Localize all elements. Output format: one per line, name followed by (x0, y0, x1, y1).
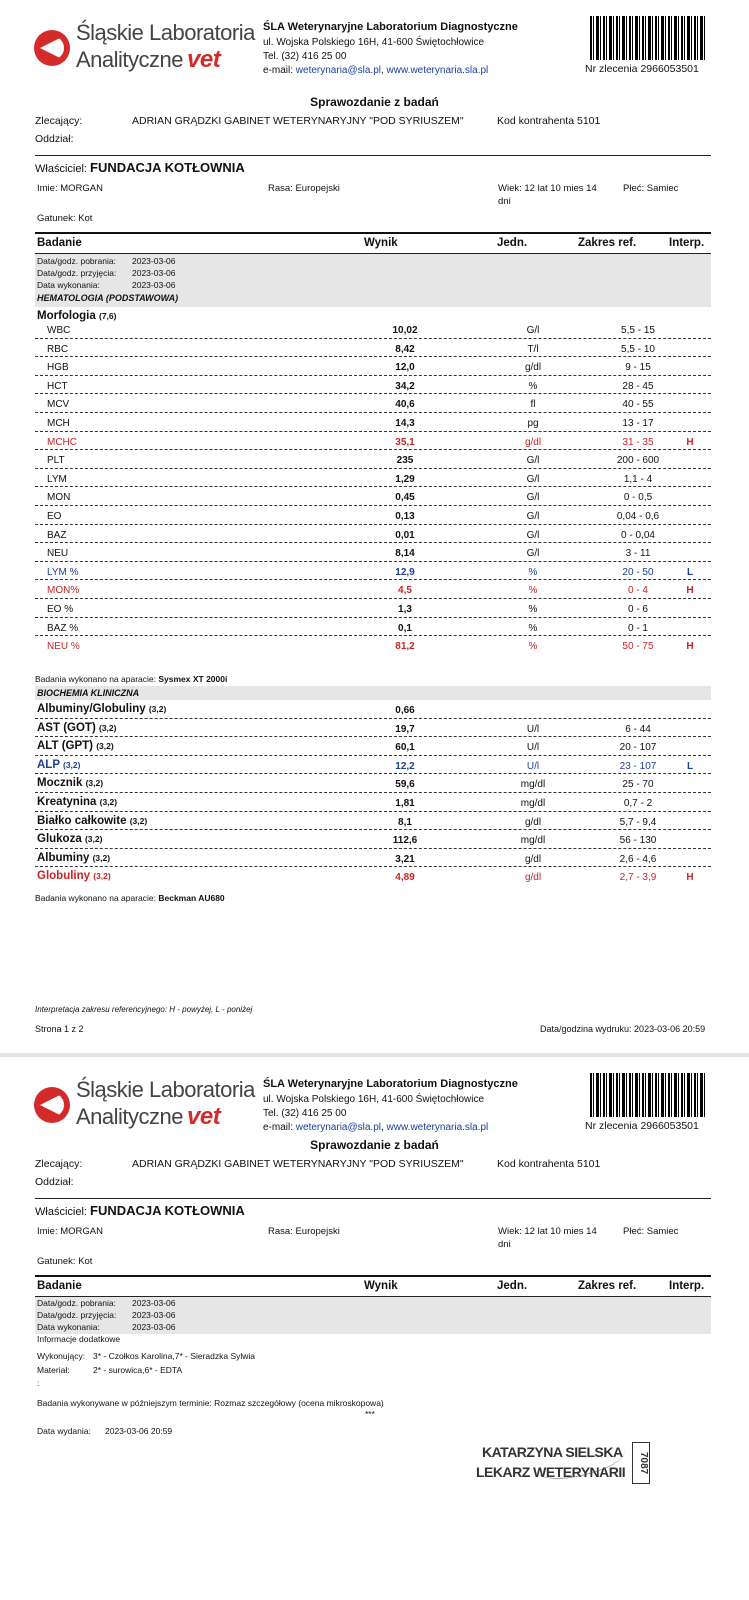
patient-name: Imie: MORGAN (37, 183, 103, 194)
reference-range: 0 - 0,5 (623, 492, 653, 504)
reference-range: 13 - 17 (622, 418, 654, 429)
reference-range: 0 - 4 (627, 585, 648, 597)
result-value: 35,1 (395, 436, 415, 448)
owner: Właściciel: FUNDACJA KOTŁOWNIA (35, 1203, 245, 1218)
ordering-label: Zlecający: (35, 1158, 83, 1170)
result-value: 34,2 (395, 380, 415, 392)
material: 2* - surowica,6* - EDTA (93, 1365, 183, 1375)
test-code: (3,2) (96, 741, 114, 752)
result-unit: G/l (526, 473, 540, 485)
test-name: NEU (47, 548, 69, 560)
report-page-2 (0, 1057, 749, 1600)
result-unit: fl (530, 399, 536, 411)
col-result: Wynik (364, 237, 398, 249)
interpretation-flag: H (686, 436, 694, 448)
test-name: HCT (47, 380, 68, 392)
interpretation-flag: L (686, 566, 694, 578)
report-title: Sprawozdanie z badań (310, 95, 439, 109)
result-value: 81,2 (395, 641, 415, 653)
test-name: WBC (47, 325, 71, 336)
lab-name: ŚLA Weterynaryjne Laboratorium Diagnostyczne (263, 21, 518, 33)
test-code: (3,2) (129, 815, 148, 826)
reference-range: 31 - 35 (622, 436, 654, 448)
result-unit: G/l (526, 548, 540, 560)
section-biochemistry: BIOCHEMIA KLINICZNA (37, 688, 140, 698)
result-value: 59,6 (395, 779, 415, 791)
logo-mark-icon (34, 30, 70, 66)
issue-label: Data wydania: (37, 1426, 91, 1436)
table-row (35, 320, 711, 339)
result-value: 8,1 (398, 816, 412, 828)
result-value: 0,01 (395, 529, 415, 541)
result-unit: % (528, 380, 538, 392)
logo-line-1: Śląskie Laboratoria (76, 1077, 255, 1102)
group-morphology: Morfologia (7,6) (37, 310, 117, 322)
test-name-text: Kreatynina (37, 796, 97, 808)
result-unit: % (528, 585, 538, 597)
reference-range: 0 - 0,04 (621, 529, 655, 541)
result-value: 19,7 (395, 723, 415, 735)
patient-age-days: dni (498, 196, 511, 207)
result-value: 10,02 (392, 325, 418, 336)
test-code: (3,2) (85, 778, 104, 789)
barcode-icon (590, 1073, 706, 1117)
test-name: LYM (47, 473, 67, 485)
result-unit: g/dl (524, 436, 542, 448)
table-row (35, 599, 711, 618)
test-name: MON% (47, 585, 80, 597)
table-row (35, 700, 711, 719)
empty-colon: : (37, 1378, 40, 1388)
result-value: 0,45 (395, 492, 415, 504)
table-row (35, 774, 711, 793)
table-row (35, 525, 711, 544)
col-ref: Zakres ref. (578, 1280, 637, 1292)
reference-range: 56 - 130 (619, 835, 657, 847)
lab-logo (30, 1073, 255, 1133)
result-unit: G/l (526, 511, 540, 522)
order-number: Nr zlecenia 2966053501 (585, 63, 699, 75)
department-label: Oddział: (35, 1176, 74, 1188)
test-name (37, 796, 117, 808)
test-code: (3,2) (98, 722, 117, 733)
col-unit: Jedn. (497, 237, 528, 249)
section-hematology: HEMATOLOGIA (PODSTAWOWA) (37, 293, 179, 303)
test-name (37, 740, 114, 752)
material-label: Materiał: (37, 1365, 70, 1375)
table-row (35, 413, 711, 432)
signature-pwz-number: 7087 (632, 1442, 650, 1484)
result-unit: G/l (526, 325, 540, 336)
result-unit: g/dl (524, 853, 542, 865)
test-name (37, 833, 102, 845)
divider (35, 1198, 711, 1199)
result-value: 0,1 (398, 622, 412, 634)
table-row (35, 506, 711, 525)
divider (35, 155, 711, 156)
patient-species: Gatunek: Kot (37, 1256, 93, 1267)
result-value: 1,81 (395, 798, 415, 809)
test-name (37, 722, 116, 734)
test-name: RBC (47, 343, 69, 355)
reference-range: 3 - 11 (625, 548, 651, 560)
table-row (35, 543, 711, 562)
later-tests-note: Badania wykonywane w późniejszym terminie: Rozmaz szczegółowy (ocena mikroskopowa) (37, 1398, 384, 1408)
interpretation-flag: H (686, 585, 694, 597)
barcode-icon (590, 16, 706, 60)
patient-breed: Rasa: Europejski (268, 183, 340, 194)
table-row (35, 737, 711, 756)
test-code: (3,2) (99, 797, 118, 807)
test-name-text: ALP (37, 758, 60, 771)
test-code: (3,2) (84, 834, 103, 845)
lab-logo (30, 16, 255, 76)
collected-label: Data/godz. pobrania: (37, 256, 116, 266)
report-title: Sprawozdanie z badań (310, 1138, 439, 1152)
test-name: BAZ % (47, 622, 79, 634)
test-name: NEU % (47, 641, 80, 653)
performed-label: Data wykonania: (37, 280, 100, 290)
ordering-value: ADRIAN GRĄDZKI GABINET WETERYNARYJNY "POD SYRIUSZEM" (132, 1158, 464, 1170)
test-name: MON (47, 492, 71, 504)
test-name: HGB (47, 362, 69, 374)
test-code: (3,2) (148, 704, 167, 714)
result-value: 8,14 (395, 548, 415, 560)
test-name-text: Mocznik (37, 777, 83, 790)
result-unit: pg (527, 418, 539, 429)
result-value: 1,29 (395, 473, 415, 485)
performed-date: 2023-03-06 (132, 1322, 176, 1332)
contractor-code: Kod kontrahenta 5101 (497, 115, 601, 127)
test-name (37, 815, 147, 827)
result-unit: % (528, 641, 538, 653)
result-unit: g/dl (524, 872, 542, 884)
table-top-border (35, 232, 711, 234)
interpretation-note: Interpretacja zakresu referencyjnego: H - powyżej, L - poniżej (35, 1005, 253, 1014)
web-link[interactable]: www.weterynaria.sla.pl (386, 1122, 489, 1133)
logo-line-2: Analityczne vet (76, 46, 221, 73)
result-value: 40,6 (395, 399, 415, 411)
test-name: MCHC (47, 436, 77, 448)
result-value: 14,3 (395, 418, 415, 429)
result-value: 235 (396, 455, 414, 467)
performed-label: Data wykonania: (37, 1322, 100, 1332)
ordering-label: Zlecający: (35, 115, 83, 127)
result-unit: U/l (526, 742, 540, 754)
result-unit: G/l (526, 455, 540, 467)
patient-sex: Płeć: Samiec (623, 183, 679, 194)
reference-range: 5,5 - 15 (621, 325, 655, 336)
table-row (35, 580, 711, 599)
page-number: Strona 1 z 2 (35, 1024, 84, 1034)
table-row (35, 450, 711, 469)
test-name: MCV (47, 399, 70, 411)
table-row (35, 562, 711, 581)
test-name-text: AST (GOT) (37, 721, 96, 734)
table-row (35, 867, 711, 886)
reference-range: 2,6 - 4,6 (619, 853, 657, 865)
table-row (35, 618, 711, 637)
interpretation-flag: H (686, 872, 694, 884)
result-value: 0,66 (395, 705, 415, 716)
table-row (35, 719, 711, 738)
owner: Właściciel: FUNDACJA KOTŁOWNIA (35, 160, 245, 175)
result-value: 1,3 (398, 604, 412, 615)
result-value: 3,21 (395, 853, 415, 865)
lab-name: ŚLA Weterynaryjne Laboratorium Diagnostyczne (263, 1078, 518, 1090)
test-name-text: Albuminy (37, 851, 90, 864)
lab-address: ul. Wojska Polskiego 16H, 41-600 Świętochłowice (263, 1094, 485, 1105)
test-code: (3,2) (63, 759, 81, 770)
col-result: Wynik (364, 1280, 398, 1292)
collected-label: Data/godz. pobrania: (37, 1298, 116, 1308)
logo-line-2: Analityczne vet (76, 1103, 221, 1130)
result-unit: G/l (526, 529, 540, 541)
lab-contact: e-mail: weterynaria@sla.pl, www.weterynaria.sla.pl (263, 65, 489, 76)
lab-phone: Tel. (32) 416 25 00 (263, 51, 347, 62)
test-name (37, 759, 80, 771)
print-date: Data/godzina wydruku: 2023-03-06 20:59 (540, 1024, 706, 1034)
reference-range: 20 - 50 (622, 566, 654, 578)
patient-age: Wiek: 12 lat 10 mies 14 (498, 183, 597, 194)
result-unit: U/l (526, 760, 540, 772)
col-interp: Interp. (669, 1280, 705, 1292)
received-label: Data/godz. przyjęcia: (37, 268, 117, 278)
contractor-code: Kod kontrahenta 5101 (497, 1158, 601, 1170)
performed-date: 2023-03-06 (132, 280, 176, 290)
result-unit: g/dl (524, 816, 542, 828)
received-date: 2023-03-06 (132, 268, 176, 278)
email-link[interactable]: weterynaria@sla.pl (295, 1122, 381, 1133)
result-unit: g/dl (524, 362, 542, 374)
interpretation-flag: H (686, 641, 694, 653)
order-number: Nr zlecenia 2966053501 (585, 1120, 699, 1132)
reference-range: 40 - 55 (622, 399, 654, 411)
result-unit: G/l (526, 492, 540, 504)
signature-title: LEKARZ WETERYNARII (476, 1464, 626, 1480)
test-name (37, 703, 166, 715)
patient-name: Imie: MORGAN (37, 1226, 103, 1237)
issue-date: 2023-03-06 20:59 (105, 1426, 173, 1436)
reference-range: 1,1 - 4 (623, 473, 653, 485)
biochemistry-device: Badania wykonano na aparacie: Beckman AU680 (35, 893, 225, 903)
logo-mark-icon (34, 1087, 70, 1123)
reference-range: 23 - 107 (619, 760, 657, 772)
table-row (35, 756, 711, 775)
test-name: PLT (47, 455, 65, 467)
lab-phone: Tel. (32) 416 25 00 (263, 1108, 347, 1119)
performers-label: Wykonujący: (37, 1351, 86, 1361)
email-link[interactable]: weterynaria@sla.pl (295, 65, 381, 76)
table-top-border (35, 1275, 711, 1277)
result-value: 4,5 (398, 585, 412, 597)
col-test: Badanie (37, 237, 82, 249)
result-unit: mg/dl (520, 798, 546, 809)
result-value: 4,89 (395, 872, 415, 884)
logo-line-1: Śląskie Laboratoria (76, 20, 255, 45)
test-name-text: Glukoza (37, 833, 82, 846)
reference-range: 6 - 44 (625, 723, 651, 735)
result-value: 12,9 (395, 566, 415, 578)
test-name: EO % (47, 604, 74, 615)
result-value: 8,42 (395, 343, 415, 355)
patient-age-days: dni (498, 1239, 511, 1250)
test-name (37, 852, 110, 864)
lab-address: ul. Wojska Polskiego 16H, 41-600 Świętochłowice (263, 37, 485, 48)
performers: 3* - Czołkos Karolina,7* - Sieradzka Sylwia (93, 1351, 256, 1361)
web-link[interactable]: www.weterynaria.sla.pl (386, 65, 489, 76)
result-unit: % (528, 566, 538, 578)
received-label: Data/godz. przyjęcia: (37, 1310, 117, 1320)
test-name-text: Białko całkowite (37, 814, 127, 827)
patient-age: Wiek: 12 lat 10 mies 14 (498, 1226, 597, 1237)
test-code: (3,2) (92, 852, 111, 863)
result-value: 0,13 (395, 511, 415, 522)
patient-breed: Rasa: Europejski (268, 1226, 340, 1237)
table-row (35, 487, 711, 506)
reference-range: 2,7 - 3,9 (619, 872, 657, 884)
result-unit: T/l (527, 343, 539, 355)
result-unit: mg/dl (520, 779, 546, 791)
test-name-text: Globuliny (37, 870, 91, 883)
table-row (35, 394, 711, 413)
reference-range: 0,7 - 2 (623, 798, 653, 809)
ordering-value: ADRIAN GRĄDZKI GABINET WETERYNARYJNY "POD SYRIUSZEM" (132, 115, 464, 127)
col-unit: Jedn. (497, 1280, 528, 1292)
reference-range: 28 - 45 (622, 380, 654, 392)
reference-range: 9 - 15 (625, 362, 651, 374)
hematology-device: Badania wykonano na aparacie: Sysmex XT 2000i (35, 674, 228, 684)
result-value: 60,1 (395, 742, 415, 754)
reference-range: 0,04 - 0,6 (616, 511, 660, 522)
reference-range: 0 - 1 (627, 622, 648, 634)
test-name: EO (47, 511, 62, 522)
result-unit: % (528, 604, 538, 615)
reference-range: 200 - 600 (616, 455, 660, 467)
signature-stamp (476, 1440, 661, 1492)
stars: *** (365, 1409, 375, 1419)
reference-range: 5,7 - 9,4 (619, 816, 657, 828)
test-name (37, 870, 111, 882)
patient-species: Gatunek: Kot (37, 213, 93, 224)
test-name: BAZ (47, 529, 67, 541)
test-name (37, 777, 103, 789)
reference-range: 20 - 107 (619, 742, 657, 754)
collected-date: 2023-03-06 (132, 256, 176, 266)
result-unit: % (528, 622, 538, 634)
result-value: 12,2 (395, 760, 415, 772)
test-code: (3,2) (93, 871, 111, 882)
result-value: 12,0 (395, 362, 415, 374)
collected-date: 2023-03-06 (132, 1298, 176, 1308)
table-row (35, 849, 711, 868)
result-unit: U/l (526, 723, 540, 735)
result-value: 112,6 (392, 835, 418, 847)
test-name-text: ALT (GPT) (37, 740, 93, 753)
test-name: MCH (47, 418, 70, 429)
reference-range: 50 - 75 (622, 641, 654, 653)
reference-range: 5,5 - 10 (621, 343, 655, 355)
patient-sex: Płeć: Samiec (623, 1226, 679, 1237)
test-name-text: Albuminy/Globuliny (37, 703, 146, 715)
table-row (35, 469, 711, 488)
table-row (35, 339, 711, 358)
table-row (35, 376, 711, 395)
table-row (35, 357, 711, 376)
additional-info: Informacje dodatkowe (37, 1334, 121, 1344)
signature-name: KATARZYNA SIELSKA (482, 1444, 623, 1460)
reference-range: 0 - 6 (627, 604, 648, 615)
col-ref: Zakres ref. (578, 237, 637, 249)
interpretation-flag: L (686, 760, 694, 772)
result-unit: mg/dl (520, 835, 546, 847)
reference-range: 25 - 70 (622, 779, 654, 791)
lab-contact: e-mail: weterynaria@sla.pl, www.weterynaria.sla.pl (263, 1122, 489, 1133)
table-row (35, 830, 711, 849)
table-row (35, 812, 711, 831)
col-interp: Interp. (669, 237, 705, 249)
test-name: LYM % (47, 566, 79, 578)
received-date: 2023-03-06 (132, 1310, 176, 1320)
table-row (35, 793, 711, 812)
col-test: Badanie (37, 1280, 82, 1292)
table-row (35, 636, 711, 655)
department-label: Oddział: (35, 133, 74, 145)
table-row (35, 432, 711, 451)
